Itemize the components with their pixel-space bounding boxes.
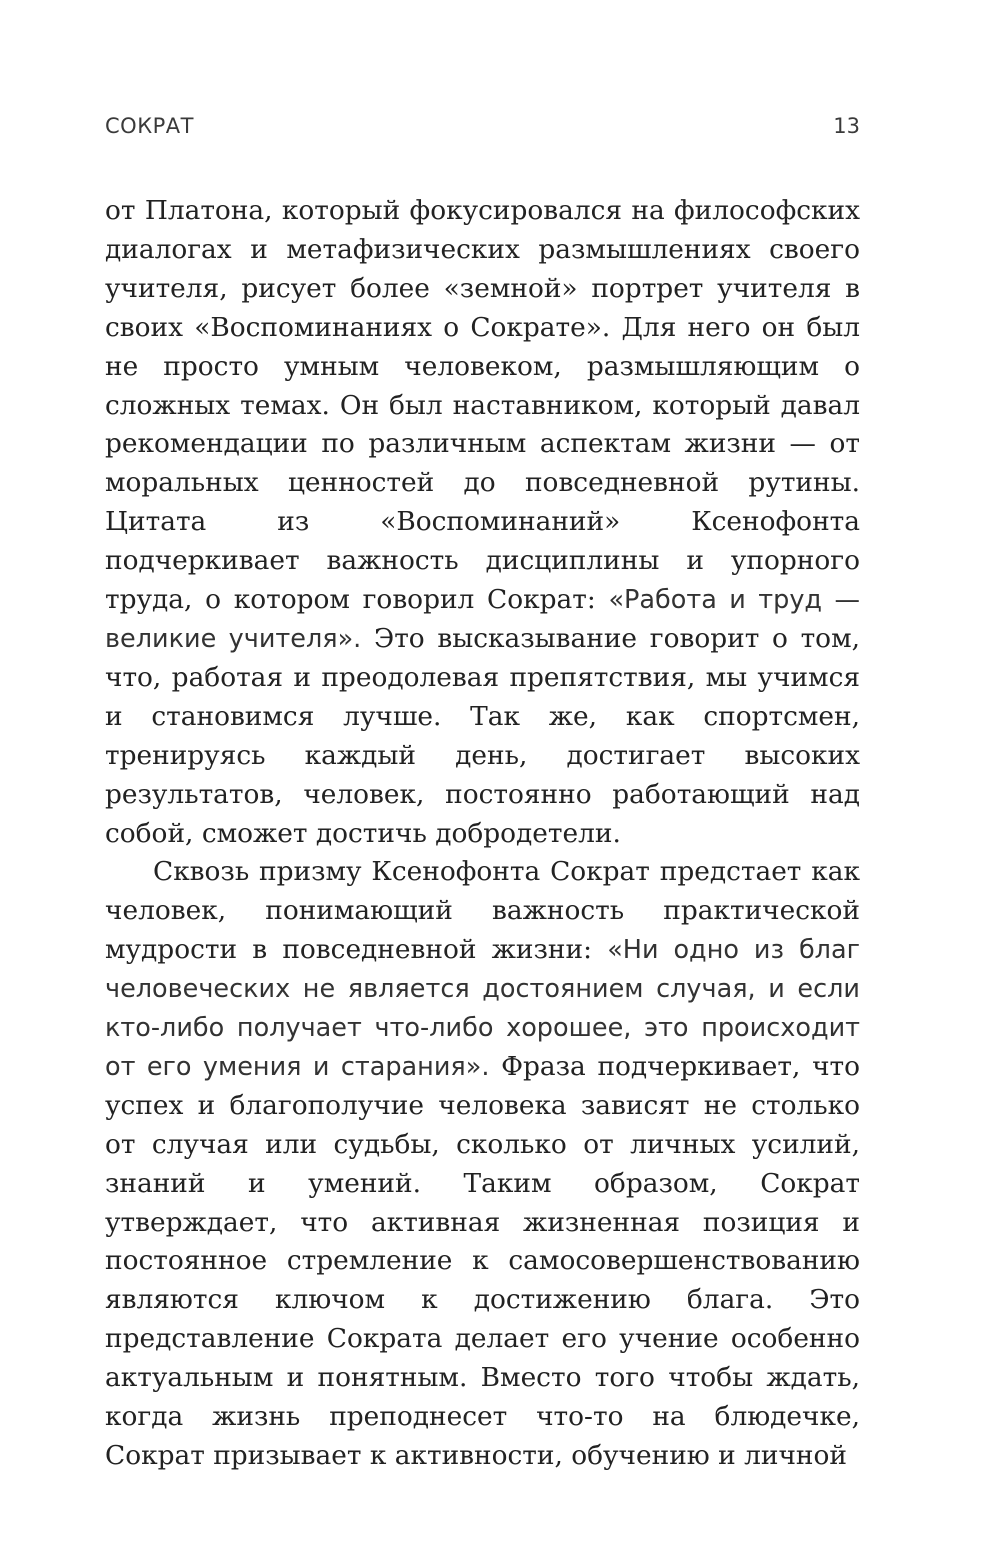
paragraph-2-text-end: Фраза подчеркивает, что успех и благополучие человека зависят не столько от случая или судьбы, сколько от личных усилий, знаний и умений. Таким образом, Сократ утверждает, что активная жизненная позиция и постоянное стремление к самосовершенствованию являются ключом к достижению блага. Это представление Сократа делает его учение особенно актуальным и понятным. Вместо того чтобы ждать, когда жизнь преподнесет что-то на блюдечке, Сократ призывает к активности, обучению и личной	[105, 1050, 861, 1471]
paragraph-2-text-start: Сквозь призму Ксенофонта Сократ предстает как человек, понимающий важность практической мудрости в повседневной жизни:	[105, 856, 860, 966]
paragraph-1-quote: «Работа и труд — великие учителя».	[105, 585, 860, 654]
paragraph-2	[105, 853, 860, 1476]
paragraph-1-text-end: Это высказывание говорит о том, что, работая и преодолевая препятствия, мы учимся и становимся лучше. Так же, как спортсмен, тренируясь каждый день, достигает высоких результатов, человек, постоянно работающий над собой, сможет достичь добродетели.	[105, 622, 860, 849]
paragraph-2-quote: «Ни одно из благ человеческих не является достоянием случая, и если кто-либо получает что-либо хорошее, это происходит от его умения и старания».	[105, 935, 860, 1082]
running-head: СОКРАТ	[105, 114, 194, 138]
page-number: 13	[833, 114, 860, 138]
paragraph-1-text-start: от Платона, который фокусировался на философских диалогах и метафизических размышлениях своего учителя, рисует более «земной» портрет учителя в своих «Воспоминаниях о Сократе». Для него он был не просто умным человеком, размышляющим о сложных темах. Он был наставником, который давал рекомендации по различным аспектам жизни — от моральных ценностей до повседневной рутины. Цитата из «Воспоминаний» Ксенофонта подчеркивает важность дисциплины и упорного труда, о котором говорил Сократ:	[105, 195, 860, 616]
paragraph-1	[105, 192, 860, 853]
body-text	[105, 192, 860, 1476]
